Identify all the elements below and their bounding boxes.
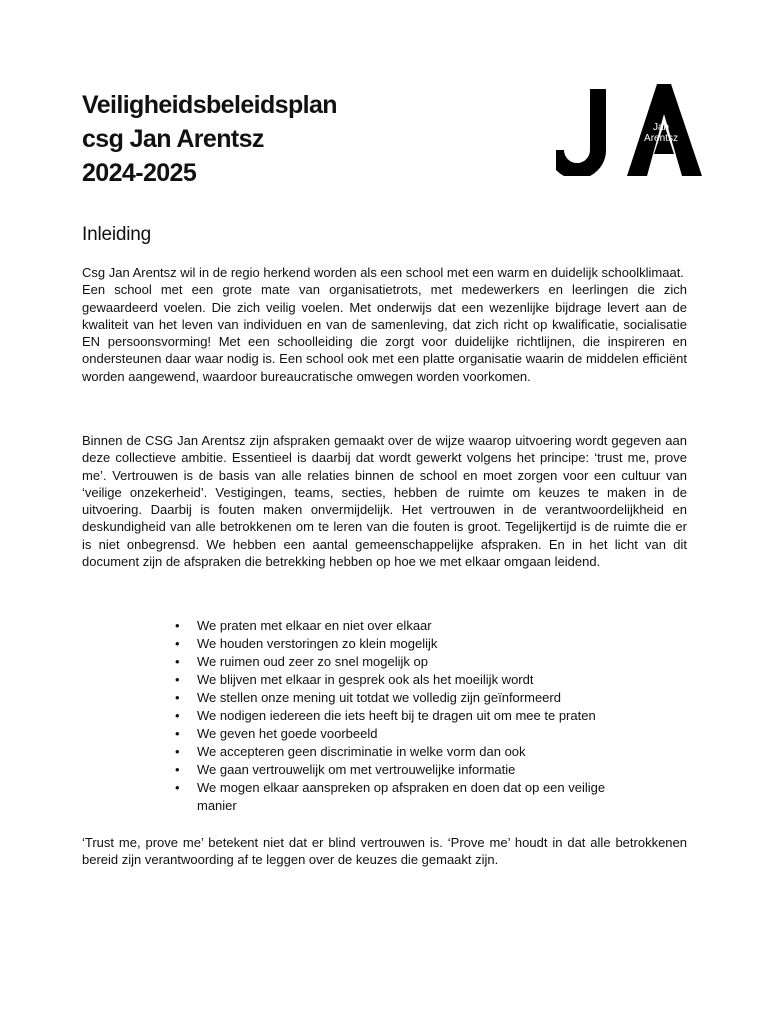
- list-item: • We praten met elkaar en niet over elkaar: [175, 617, 645, 635]
- intro-sentence-2: Een school met een grote mate van organisatietrots, met medewerkers en leerlingen die zich gewaardeerd voelen. Die zich veilig voelen. Met onderwijs dat een wezenlijke bijdrage levert aan de kwaliteit van het leven van individuen en van de samenleving, dat zich richt op kwalificatie, socialisatie EN persoonsvorming! Met een schoolleiding die zorgt voor duidelijke richtlijnen, die inspireren en ondersteunen daar waar nodig is. Een school ook met een platte organisatie waarin de middelen efficiënt worden aangewend, waardoor bureaucratische omwegen worden voorkomen.: [82, 282, 687, 384]
- closing-paragraph: ‘Trust me, prove me’ betekent niet dat er blind vertrouwen is. ‘Prove me’ houdt in dat alle betrokkenen bereid zijn verantwoording af te leggen over de keuzes die gemaakt zijn.: [82, 835, 687, 868]
- logo-label-line-2: Arentsz: [644, 133, 678, 144]
- list-item: • We mogen elkaar aanspreken op afspraken en doen dat op een veilige manier: [175, 779, 645, 815]
- list-item: • We ruimen oud zeer zo snel mogelijk op: [175, 653, 645, 671]
- logo-label-line-1: Jan: [652, 122, 670, 133]
- intro-paragraph: [82, 264, 687, 385]
- list-item: • We nodigen iedereen die iets heeft bij te dragen uit om mee te praten: [175, 707, 645, 725]
- list-item: • We gaan vertrouwelijk om met vertrouwelijke informatie: [175, 761, 645, 779]
- document-title: [82, 88, 337, 190]
- list-item: • We houden verstoringen zo klein mogelijk: [175, 635, 645, 653]
- ja-logo-icon: [556, 84, 704, 176]
- list-item: • We geven het goede voorbeeld: [175, 725, 645, 743]
- title-line-1: Veiligheidsbeleidsplan: [82, 91, 337, 119]
- title-line-2: csg Jan Arentsz: [82, 125, 264, 153]
- list-item: • We blijven met elkaar in gesprek ook als het moeilijk wordt: [175, 671, 645, 689]
- logo-letter-j: [556, 89, 598, 171]
- agreements-intro-paragraph: Binnen de CSG Jan Arentsz zijn afspraken gemaakt over de wijze waarop uitvoering wordt gegeven aan deze collectieve ambitie. Essentieel is daarbij dat wordt gewerkt volgens het principe: ‘trust me, prove me’. Vertrouwen is de basis van alle relaties binnen de school en moet zorgen voor een cultuur van ‘veilige onzekerheid’. Vestigingen, teams, secties, hebben de ruimte om keuzes te maken in de uitvoering. Daarbij is fouten maken onvermijdelijk. Het vertrouwen in de verantwoordelijkheid en deskundigheid van alle betrokkenen om te leren van die fouten is groot. Tegelijkertijd is de ruimte die er is niet onbegrensd. We hebben een aantal gemeenschappelijke afspraken. En in het licht van dit document zijn de afspraken die betrekking hebben op hoe we met elkaar omgaan leidend.: [82, 433, 687, 570]
- section-heading: Inleiding: [82, 224, 151, 245]
- title-line-3: 2024-2025: [82, 159, 197, 187]
- list-item: • We stellen onze mening uit totdat we volledig zijn geïnformeerd: [175, 689, 645, 707]
- agreements-list: [175, 617, 645, 815]
- intro-sentence-1: Csg Jan Arentsz wil in de regio herkend worden als een school met een warm en duidelijk schoolklimaat.: [82, 265, 684, 280]
- list-item: • We accepteren geen discriminatie in welke vorm dan ook: [175, 743, 645, 761]
